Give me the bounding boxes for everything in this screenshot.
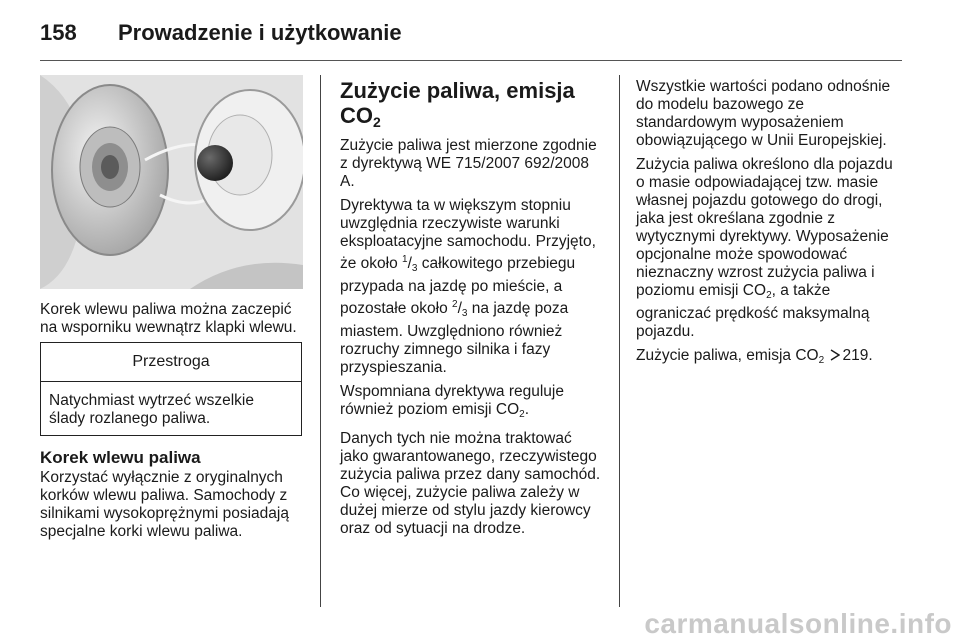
page-number: 158	[40, 20, 77, 45]
heading-main: Zużycie paliwa, emisja	[340, 78, 575, 103]
text-fragment: Dyrektywa ta w większym stopniu uwzględnia rzeczywiste warunki eksploatacyjne samochodu. Przyjęto, że około	[340, 197, 596, 272]
heading-co: CO	[340, 103, 373, 128]
column-3	[636, 78, 904, 376]
page-reference-link[interactable]: 219.	[842, 347, 873, 364]
paragraph-base-model: Wszystkie wartości podano odnośnie do modelu bazowego ze standardowym wyposażeniem obowiązującego w Unii Europejskiej.	[636, 78, 891, 149]
fraction-numerator: 1	[402, 254, 408, 265]
text-fragment: Zużycie paliwa, emisja CO	[636, 347, 819, 364]
paragraph-mass	[636, 156, 904, 341]
caution-box	[40, 342, 302, 436]
column-divider-right	[619, 75, 620, 607]
text-fragment: na jazdę poza miastem. Uwzględniono również rozruchy zimnego silnika i fazy przyspieszania.	[340, 300, 569, 376]
fuel-cap-photo	[40, 75, 303, 289]
header-rule	[40, 60, 902, 61]
text-fragment: Wspomniana dyrektywa reguluje również poziom emisji CO	[340, 383, 564, 418]
subscript: 2	[766, 290, 772, 301]
watermark: carmanualsonline.info	[644, 608, 952, 639]
fraction-denominator: 3	[411, 263, 418, 274]
text-fragment: całkowitego przebiegu przypada na jazdę po mieście, a pozostałe około	[340, 255, 576, 317]
text-fragment: Zużycia paliwa określono dla pojazdu o masie odpowiadającej tzw. masie własnej pojazdu gotowego do drogi, jaka jest określana zgodnie z wytycznymi dyrektywy. Wyposażenie opcjonalne może spowodować nieznaczny wzrost zużycia paliwa i poziomu emisji CO	[636, 156, 893, 299]
column-divider-left	[320, 75, 321, 607]
fraction-numerator: 2	[452, 299, 458, 310]
paragraph-emissions	[340, 383, 602, 424]
text-fragment: .	[524, 401, 530, 418]
subscript: 2	[519, 409, 525, 420]
paragraph-conditions: Dyrektywa ta w większym stopniu uwzględnia rzeczywiste warunki eksploatacyjne samochodu. Przyjęto, że około $^1/_3$ całkowitego przebiegu przypada na jazdę po mieście, a pozostałe około $^2/_3$ na jazdę poza miastem. Uwzględniono również rozruchy zimnego silnika i fazy przyspieszania.	[340, 197, 596, 376]
caution-text: Natychmiast wytrzeć wszelkie ślady rozlanego paliwa.	[49, 392, 254, 427]
fuel-cap-heading: Korek wlewu paliwa	[40, 448, 201, 467]
fuel-consumption-heading	[340, 78, 602, 135]
fuel-filler-illustration	[40, 75, 303, 289]
paragraph-directive: Zużycie paliwa jest mierzone zgodnie z dyrektywą WE 715/2007 692/2008 A.	[340, 137, 597, 190]
fuel-cap-text: Korzystać wyłącznie z oryginalnych korków wlewu paliwa. Samochody z silnikami wysokoprężnymi posiadają specjalne korki wlewu paliwa.	[40, 469, 289, 540]
paragraph-reference[interactable]	[636, 347, 904, 370]
text-fragment: , a także ograniczać prędkość maksymalną pojazdu.	[636, 282, 870, 340]
fraction-denominator: 3	[461, 308, 468, 319]
paragraph-disclaimer: Danych tych nie można traktować jako gwarantowanego, rzeczywistego zużycia paliwa przez dany samochód. Co więcej, zużycie paliwa zależy w dużej mierze od stylu jazdy kierowcy oraz od sytuacji na drodze.	[340, 430, 601, 537]
page-reference-icon[interactable]	[830, 349, 840, 361]
page-title: Prowadzenie i użytkowanie	[118, 20, 402, 45]
caution-title: Przestroga	[41, 343, 301, 382]
heading-sub: 2	[373, 114, 381, 130]
column-2	[340, 78, 602, 544]
photo-caption: Korek wlewu paliwa można zaczepić na wsporniku wewnątrz klapki wlewu.	[40, 301, 297, 336]
subscript: 2	[818, 355, 825, 366]
